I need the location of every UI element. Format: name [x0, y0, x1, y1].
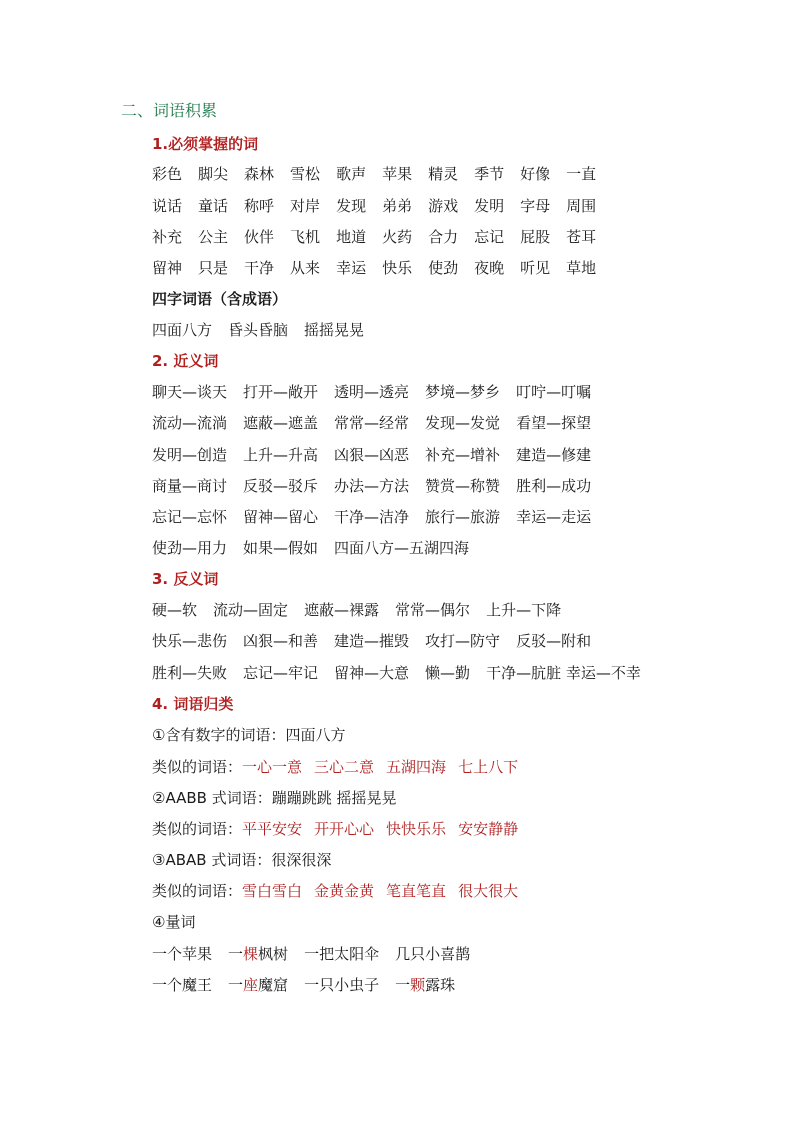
- synonym-row: [152, 443, 607, 467]
- word: 干净: [244, 259, 275, 277]
- word: 四面八方: [152, 321, 213, 339]
- word: 屁股: [520, 228, 551, 246]
- category-item-2: ②AABB 式词语：蹦蹦跳跳 摇摇晃晃: [152, 789, 397, 807]
- phrase-part: 枫树: [258, 945, 289, 963]
- phrase-part: 魔窟: [258, 976, 289, 994]
- word: 地道: [336, 228, 367, 246]
- word: 遮蔽—遮盖: [243, 414, 319, 432]
- word: 童话: [198, 197, 229, 215]
- word: 旅行—旅游: [425, 508, 501, 526]
- sub1-title: 1.必须掌握的词: [152, 135, 259, 153]
- word: 攻打—防守: [425, 632, 501, 650]
- similar-word: 开开心心: [314, 820, 375, 838]
- word: 胜利—失败: [152, 664, 228, 682]
- word: 补充: [152, 228, 183, 246]
- word: 凶狠—和善: [243, 632, 319, 650]
- word: 伙伴: [244, 228, 275, 246]
- word: 发现—发觉: [425, 414, 501, 432]
- similar-label: 类似的词语：: [152, 758, 243, 776]
- word: 幸运: [336, 259, 367, 277]
- similar-word: 快快乐乐: [386, 820, 447, 838]
- word: 忘记: [474, 228, 505, 246]
- word: 快乐—悲伤: [152, 632, 228, 650]
- word: 梦境—梦乡: [425, 383, 501, 401]
- phrase-part: 一: [228, 945, 244, 963]
- word: 叮咛—叮嘱: [516, 383, 592, 401]
- word: 反驳—驳斥: [243, 477, 319, 495]
- sub3-title: 3. 反义词: [152, 570, 219, 588]
- measure-word: 棵: [243, 945, 259, 963]
- word: 弟弟: [382, 197, 413, 215]
- word: 只是: [198, 259, 229, 277]
- word: 常常—经常: [334, 414, 410, 432]
- synonym-row: [152, 536, 485, 560]
- category-item-4: ④量词: [152, 913, 196, 931]
- phrase-part: 一只小虫子: [304, 976, 380, 994]
- similar-label: 类似的词语：: [152, 820, 243, 838]
- word: 留神: [152, 259, 183, 277]
- measure-phrase: [228, 973, 288, 997]
- similar-word: 很大很大: [458, 882, 519, 900]
- synonym-row: [152, 411, 607, 435]
- phrase-part: 露珠: [425, 976, 456, 994]
- word: 一直: [566, 165, 597, 183]
- category-item-1: ①含有数字的词语：四面八方: [152, 726, 346, 744]
- synonym-row: [152, 474, 607, 498]
- synonym-row: [152, 380, 607, 404]
- word: 透明—透亮: [334, 383, 410, 401]
- word: 使劲: [428, 259, 459, 277]
- word: 聊天—谈天: [152, 383, 228, 401]
- category-item-3: ③ABAB 式词语：很深很深: [152, 851, 332, 869]
- word: 发明—创造: [152, 446, 228, 464]
- word: 上升—升高: [243, 446, 319, 464]
- word: 听见: [520, 259, 551, 277]
- word: 草地: [566, 259, 597, 277]
- similar-label: 类似的词语：: [152, 882, 243, 900]
- measure-word-row: [152, 973, 471, 997]
- word: 称呼: [244, 197, 275, 215]
- word: 商量—商讨: [152, 477, 228, 495]
- word: 飞机: [290, 228, 321, 246]
- word: 发明: [474, 197, 505, 215]
- word: 歌声: [336, 165, 367, 183]
- word: 说话: [152, 197, 183, 215]
- measure-phrase: [152, 973, 212, 997]
- measure-phrase: [152, 942, 212, 966]
- word: 雪松: [290, 165, 321, 183]
- word: 干净—洁净: [334, 508, 410, 526]
- idiom-row: [152, 318, 380, 342]
- measure-word: 座: [243, 976, 259, 994]
- antonym-row: [152, 629, 607, 653]
- word: 昏头昏脑: [228, 321, 289, 339]
- similar-word: 雪白雪白: [242, 882, 303, 900]
- word: 胜利—成功: [516, 477, 592, 495]
- word: 火药: [382, 228, 413, 246]
- word: 硬—软: [152, 601, 198, 619]
- word: 精灵: [428, 165, 459, 183]
- word: 懒—勤: [425, 664, 471, 682]
- synonym-row: [152, 505, 607, 529]
- word: 上升—下降: [486, 601, 562, 619]
- word: 打开—敞开: [243, 383, 319, 401]
- word: 发现: [336, 197, 367, 215]
- similar-word: 安安静静: [458, 820, 519, 838]
- similar-word: 一心一意: [242, 758, 303, 776]
- similar-words-row: [152, 817, 518, 841]
- word-row: [152, 225, 612, 249]
- word: 凶狠—凶恶: [334, 446, 410, 464]
- phrase-part: 一个魔王: [152, 976, 213, 994]
- word: 从来: [290, 259, 321, 277]
- word: 摇摇晃晃: [304, 321, 365, 339]
- word: 好像: [520, 165, 551, 183]
- similar-word: 五湖四海: [386, 758, 447, 776]
- similar-words-row: [152, 755, 518, 779]
- word: 建造—摧毁: [334, 632, 410, 650]
- antonym-row: [152, 661, 657, 685]
- word: 对岸: [290, 197, 321, 215]
- word: 补充—增补: [425, 446, 501, 464]
- word: 使劲—用力: [152, 539, 228, 557]
- word: 幸运—走运: [516, 508, 592, 526]
- word: 忘记—忘怀: [152, 508, 228, 526]
- sub2-title: 2. 近义词: [152, 352, 219, 370]
- word: 季节: [474, 165, 505, 183]
- measure-phrase: [395, 942, 470, 966]
- similar-words-row: [152, 879, 518, 903]
- word: 公主: [198, 228, 229, 246]
- word: 夜晚: [474, 259, 505, 277]
- measure-phrase: [228, 942, 288, 966]
- word: 流动—流淌: [152, 414, 228, 432]
- phrase-part: 一: [228, 976, 244, 994]
- word: 快乐: [382, 259, 413, 277]
- word: 办法—方法: [334, 477, 410, 495]
- word-row: [152, 194, 612, 218]
- measure-word: 颗: [410, 976, 426, 994]
- similar-word: 笔直笔直: [386, 882, 447, 900]
- word-row: [152, 256, 612, 280]
- word: 四面八方—五湖四海: [334, 539, 470, 557]
- measure-word-row: [152, 942, 486, 966]
- similar-word: 三心二意: [314, 758, 375, 776]
- word: 苍耳: [566, 228, 597, 246]
- word: 忘记—牢记: [243, 664, 319, 682]
- measure-phrase: [395, 973, 455, 997]
- word-row: [152, 162, 612, 186]
- word: 森林: [244, 165, 275, 183]
- word: 留神—大意: [334, 664, 410, 682]
- word: 建造—修建: [516, 446, 592, 464]
- phrase-part: 几只小喜鹊: [395, 945, 471, 963]
- word: 如果—假如: [243, 539, 319, 557]
- word: 彩色: [152, 165, 183, 183]
- similar-word: 金黄金黄: [314, 882, 375, 900]
- word: 看望—探望: [516, 414, 592, 432]
- word: 反驳—附和: [516, 632, 592, 650]
- measure-phrase: [304, 973, 379, 997]
- phrase-part: 一个苹果: [152, 945, 213, 963]
- word: 赞赏—称赞: [425, 477, 501, 495]
- word: 常常—偶尔: [395, 601, 471, 619]
- word: 周围: [566, 197, 597, 215]
- word: 合力: [428, 228, 459, 246]
- phrase-part: 一: [395, 976, 411, 994]
- sub4-title: 4. 词语归类: [152, 695, 234, 713]
- word: 脚尖: [198, 165, 229, 183]
- idiom-title: 四字词语（含成语）: [152, 290, 288, 308]
- word: 干净—肮脏 幸运—不幸: [486, 664, 641, 682]
- similar-word: 七上八下: [458, 758, 519, 776]
- similar-word: 平平安安: [242, 820, 303, 838]
- section-title: 二、词语积累: [121, 101, 218, 120]
- word: 苹果: [382, 165, 413, 183]
- word: 字母: [520, 197, 551, 215]
- antonym-row: [152, 598, 577, 622]
- word: 游戏: [428, 197, 459, 215]
- measure-phrase: [304, 942, 379, 966]
- word: 流动—固定: [213, 601, 289, 619]
- phrase-part: 一把太阳伞: [304, 945, 380, 963]
- word: 遮蔽—裸露: [304, 601, 380, 619]
- word: 留神—留心: [243, 508, 319, 526]
